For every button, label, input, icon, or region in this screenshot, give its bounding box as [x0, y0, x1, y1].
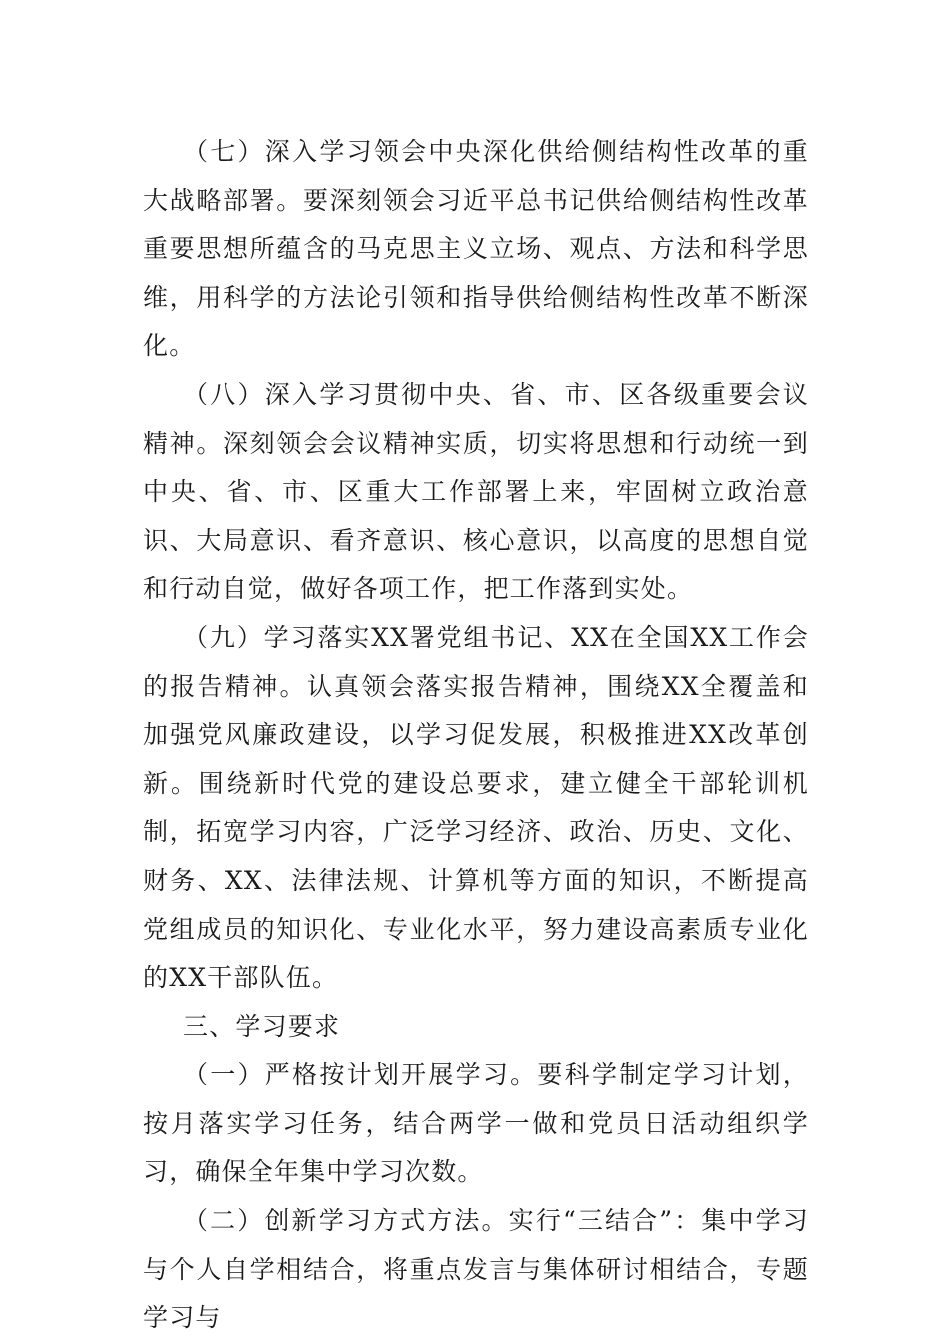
document-body	[143, 128, 809, 1343]
paragraph-item-9: （九）学习落实XX署党组书记、XX在全国XX工作会的报告精神。认真领会落实报告精神，围绕XX全覆盖和加强党风廉政建设，以学习促发展，积极推进XX改革创新。围绕新时代党的建设总要求，建立健全干部轮训机制，拓宽学习内容，广泛学习经济、政治、历史、文化、财务、XX、法律法规、计算机等方面的知识，不断提高党组成员的知识化、专业化水平，努力建设高素质专业化的XX干部队伍。	[143, 622, 809, 993]
paragraph-item-8: （八）深入学习贯彻中央、省、市、区各级重要会议精神。深刻领会会议精神实质，切实将思想和行动统一到中央、省、市、区重大工作部署上来，牢固树立政治意识、大局意识、看齐意识、核心意识，以高度的思想自觉和行动自觉，做好各项工作，把工作落到实处。	[143, 379, 809, 604]
paragraph-item-7: （七）深入学习领会中央深化供给侧结构性改革的重大战略部署。要深刻领会习近平总书记供给侧结构性改革重要思想所蕴含的马克思主义立场、观点、方法和科学思维，用科学的方法论引领和指导供给侧结构性改革不断深化。	[143, 137, 809, 361]
section-heading-requirements: 三、学习要求	[183, 1011, 341, 1041]
paragraph-requirement-2: （二）创新学习方式方法。实行“三结合”：集中学习与个人自学相结合，将重点发言与集体研讨相结合，专题学习与	[143, 1206, 809, 1333]
paragraph-requirement-1: （一）严格按计划开展学习。要科学制定学习计划，按月落实学习任务，结合两学一做和党员日活动组织学习，确保全年集中学习次数。	[143, 1060, 809, 1187]
